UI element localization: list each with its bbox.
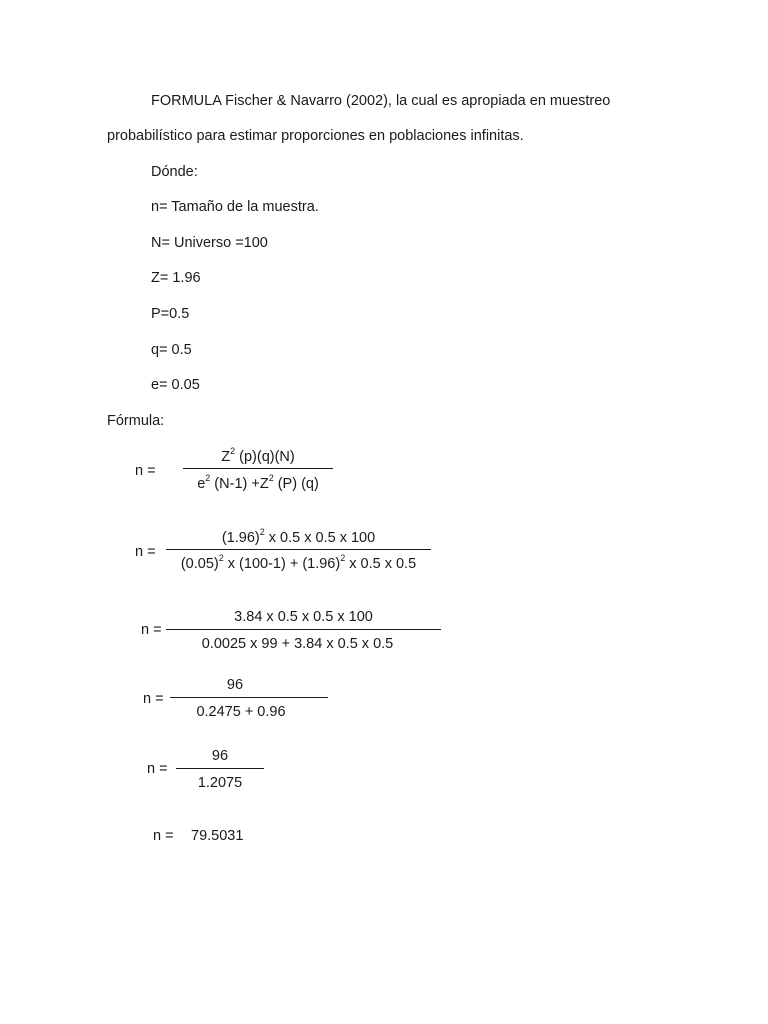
equation-denominator: $(0.05)^2$ x $(100-1) + (1.96)^2$ x 0.5 x 0.5 [180, 553, 417, 572]
fraction-bar [166, 629, 441, 630]
fraction-bar [170, 697, 328, 698]
definitions-heading: Dónde: [151, 164, 198, 180]
formula-heading: Fórmula: [107, 413, 165, 429]
result-lhs: n = [153, 828, 174, 844]
intro-line-1: FORMULA Fischer & Navarro (2002), la cual es apropiada en muestreo [151, 93, 611, 109]
equation-numerator: 3.84 x 0.5 x 0.5 x 100 [234, 609, 373, 625]
equation-lhs: n = [143, 691, 164, 707]
definition-e: e= 0.05 [151, 377, 200, 393]
result-value: 79.5031 [191, 828, 244, 844]
equation-numerator: $(1.96)^2$ x 0.5 x 0.5 x 100 [221, 527, 376, 546]
equation-denominator: $e^2$ $(N-1) +Z^2$ (P) (q) [197, 473, 319, 492]
definition-n: n= Tamaño de la muestra. [151, 199, 319, 215]
fraction-bar [176, 768, 264, 769]
fraction-bar [183, 468, 333, 469]
intro-line-2: probabilístico para estimar proporciones en poblaciones infinitas. [107, 128, 524, 144]
equation-denominator: 1.2075 [197, 775, 243, 791]
equation-numerator: 96 [211, 748, 229, 764]
definition-z: Z= 1.96 [151, 270, 201, 286]
definition-q: q= 0.5 [151, 342, 192, 358]
equation-lhs: n = [135, 463, 156, 479]
equation-lhs: n = [135, 544, 156, 560]
equation-numerator: $Z^2$ (p)(q)(N) [221, 446, 295, 465]
equation-denominator: 0.2475 + 0.96 [196, 704, 286, 720]
definition-universe: N= Universo =100 [151, 235, 268, 251]
definition-p: P=0.5 [151, 306, 190, 322]
equation-numerator: 96 [226, 677, 244, 693]
equation-lhs: n = [147, 761, 168, 777]
equation-lhs: n = [141, 622, 162, 638]
fraction-bar [166, 549, 431, 550]
equation-denominator: 0.0025 x 99 + 3.84 x 0.5 x 0.5 [201, 636, 394, 652]
